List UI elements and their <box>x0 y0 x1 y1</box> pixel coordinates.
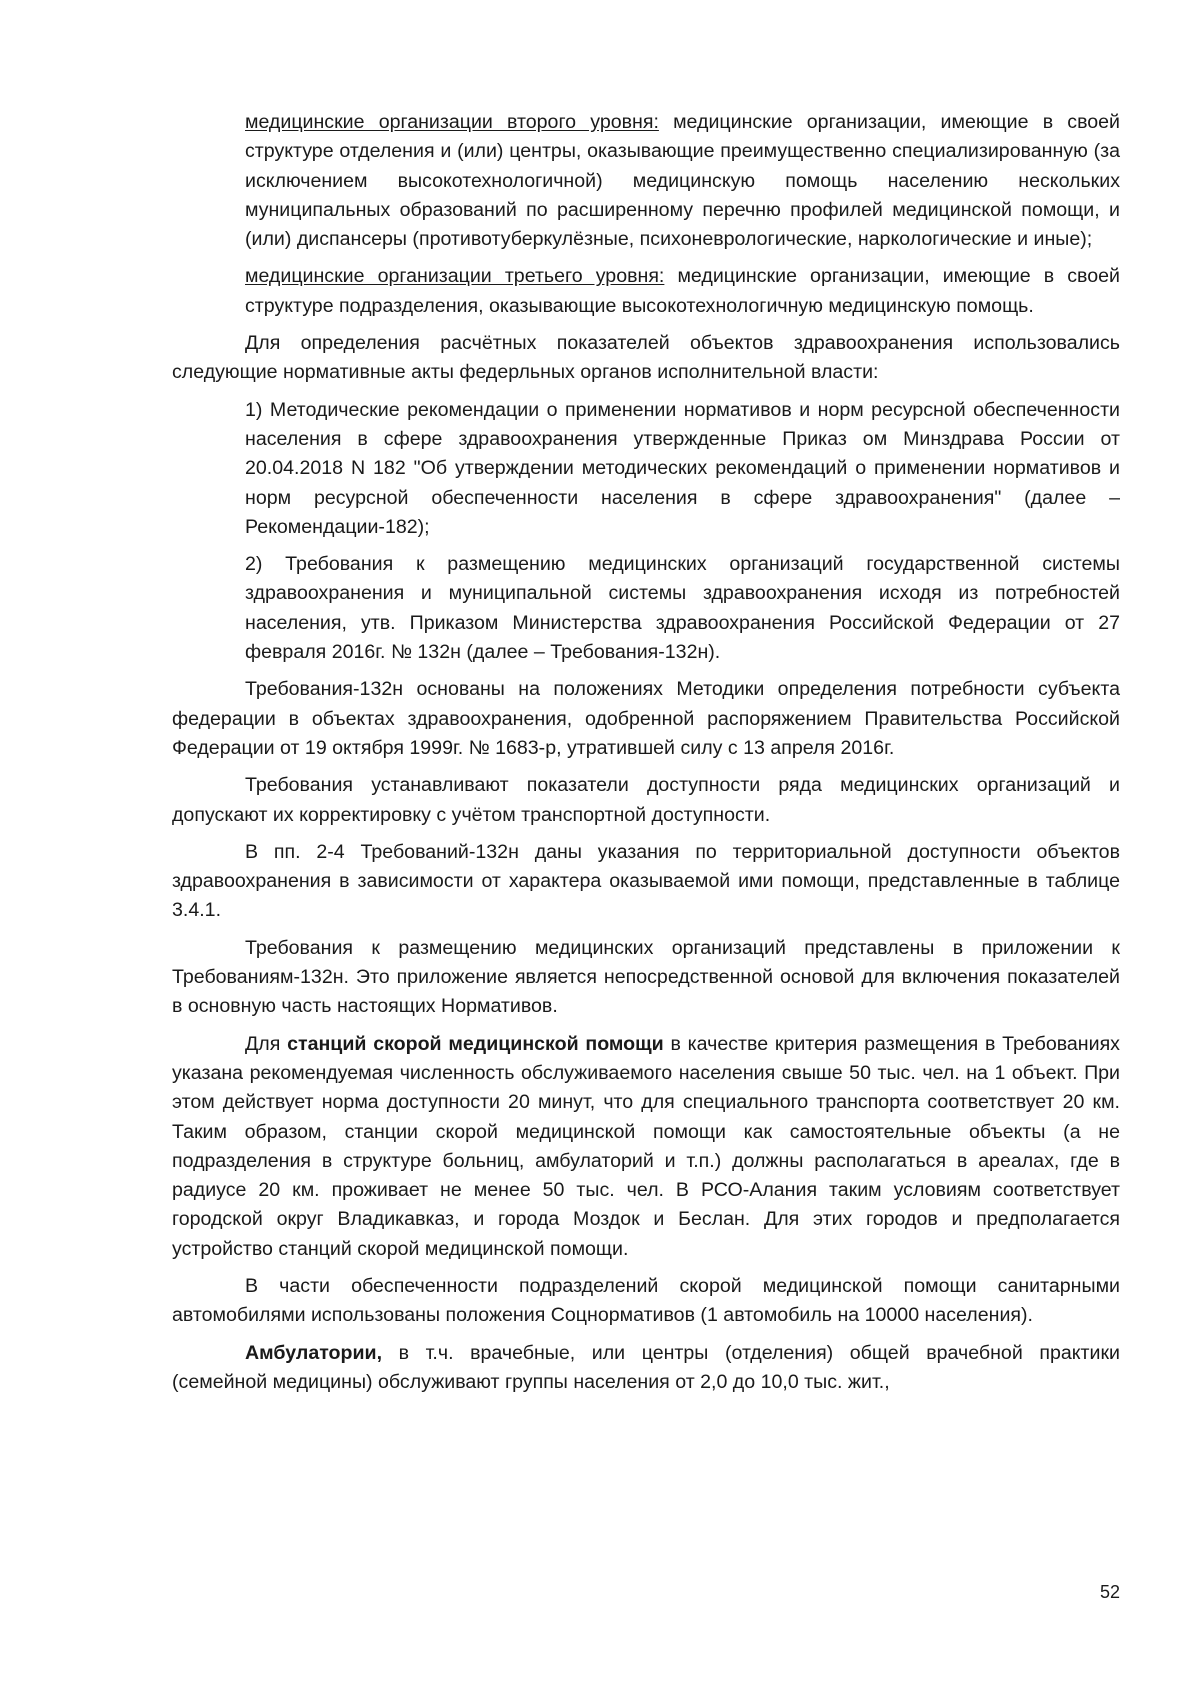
paragraph-text: медицинские организации, имеющие в своей структуре подразделения, оказывающие высокотехнологичную медицинскую помощь. <box>245 265 1120 317</box>
paragraph <box>172 1030 1120 1264</box>
paragraph <box>172 771 1120 830</box>
bold-term: Амбулатории, <box>245 1341 383 1364</box>
paragraph <box>172 1272 1120 1331</box>
underlined-heading: медицинские организации третьего уровня: <box>245 265 665 288</box>
bold-term: станций скорой медицинской помощи <box>287 1032 664 1055</box>
paragraph-text: В пп. 2-4 Требований-132н даны указания по территориальной доступности объектов здравоохранения в зависимости от характера оказываемой ими помощи, представленные в таблице 3.4.1. <box>172 840 1120 922</box>
paragraph <box>245 396 1120 542</box>
paragraph-text: Требования устанавливают показатели доступности ряда медицинских организаций и допускают их корректировку с учётом транспортной доступности. <box>172 774 1120 826</box>
paragraph-text: 2) Требования к размещению медицинских организаций государственной системы здравоохранения и муниципальной системы здравоохранения исходя из потребностей населения, утв. Приказом Министерства здравоохранения Российской Федерации от 27 февраля 2016г. № 132н (далее – Требования-132н). <box>245 553 1120 664</box>
paragraph-text: медицинские организации, имеющие в своей структуре отделения и (или) центры, оказывающие преимущественно специализированную (за исключением высокотехнологичной) медицинскую помощь населению нескольких муниципальных образований по расширенному перечню профилей медицинской помощи, и (или) диспансеры (противотуберкулёзные, психоневрологические, наркологические и иные); <box>245 111 1121 251</box>
paragraph-text: 1) Методические рекомендации о применении нормативов и норм ресурсной обеспеченности населения в сфере здравоохранения утвержденные Приказ ом Минздрава России от 20.04.2018 N 182 "Об утверждении методических рекомендаций о применении нормативов и норм ресурсной обеспеченности населения в сфере здравоохранения" (далее – Рекомендации-182); <box>245 398 1120 538</box>
paragraph-text: Для определения расчётных показателей объектов здравоохранения использовались следующие нормативные акты федерльных органов исполнительной власти: <box>172 332 1120 384</box>
paragraph <box>172 675 1120 763</box>
paragraph <box>245 108 1120 254</box>
paragraph-text: В части обеспеченности подразделений скорой медицинской помощи санитарными автомобилями использованы положения Соцнормативов (1 автомобиль на 10000 населения). <box>172 1274 1120 1327</box>
paragraph-text: Требования-132н основаны на положениях Методики определения потребности субъекта федерации в объектах здравоохранения, одобренной распоряжением Правительства Российской Федерации от 19 октября 1999г. № 1683-р, утратившей силу с 13 апреля 2016г. <box>172 678 1120 759</box>
paragraph <box>172 934 1120 1022</box>
page-number: 52 <box>1099 1582 1120 1602</box>
paragraph-text: Для <box>245 1032 288 1055</box>
paragraph <box>245 262 1120 321</box>
paragraph-text: в т.ч. врачебные, или центры (отделения) общей врачебной практики (семейной медицины) обслуживают группы населения от 2,0 до 10,0 тыс. жит., <box>172 1341 1120 1393</box>
paragraph <box>245 550 1120 667</box>
paragraph-text: Требования к размещению медицинских организаций представлены в приложении к Требованиям-132н. Это приложение является непосредственной основой для включения показателей в основную часть настоящих Нормативов. <box>172 936 1120 1018</box>
document-body <box>172 108 1120 1405</box>
paragraph <box>172 329 1120 388</box>
paragraph <box>172 838 1120 926</box>
paragraph <box>172 1339 1120 1398</box>
underlined-heading: медицинские организации второго уровня: <box>245 111 659 133</box>
paragraph-text: в качестве критерия размещения в Требованиях указана рекомендуемая численность обслуживаемого населения свыше 50 тыс. чел. на 1 объект. При этом действует норма доступности 20 минут, что для специального транспорта соответствует 20 км. Таким образом, станции скорой медицинской помощи как самостоятельные объекты (а не подразделения в структуре больниц, амбулаторий и т.п.) должны располагаться в ареалах, где в радиусе 20 км. проживает не менее 50 тыс. чел. В РСО-Алания таким условиям соответствует городской округ Владикавказ, и города Моздок и Беслан. Для этих городов и предполагается устройство станций скорой медицинской помощи. <box>172 1032 1120 1260</box>
